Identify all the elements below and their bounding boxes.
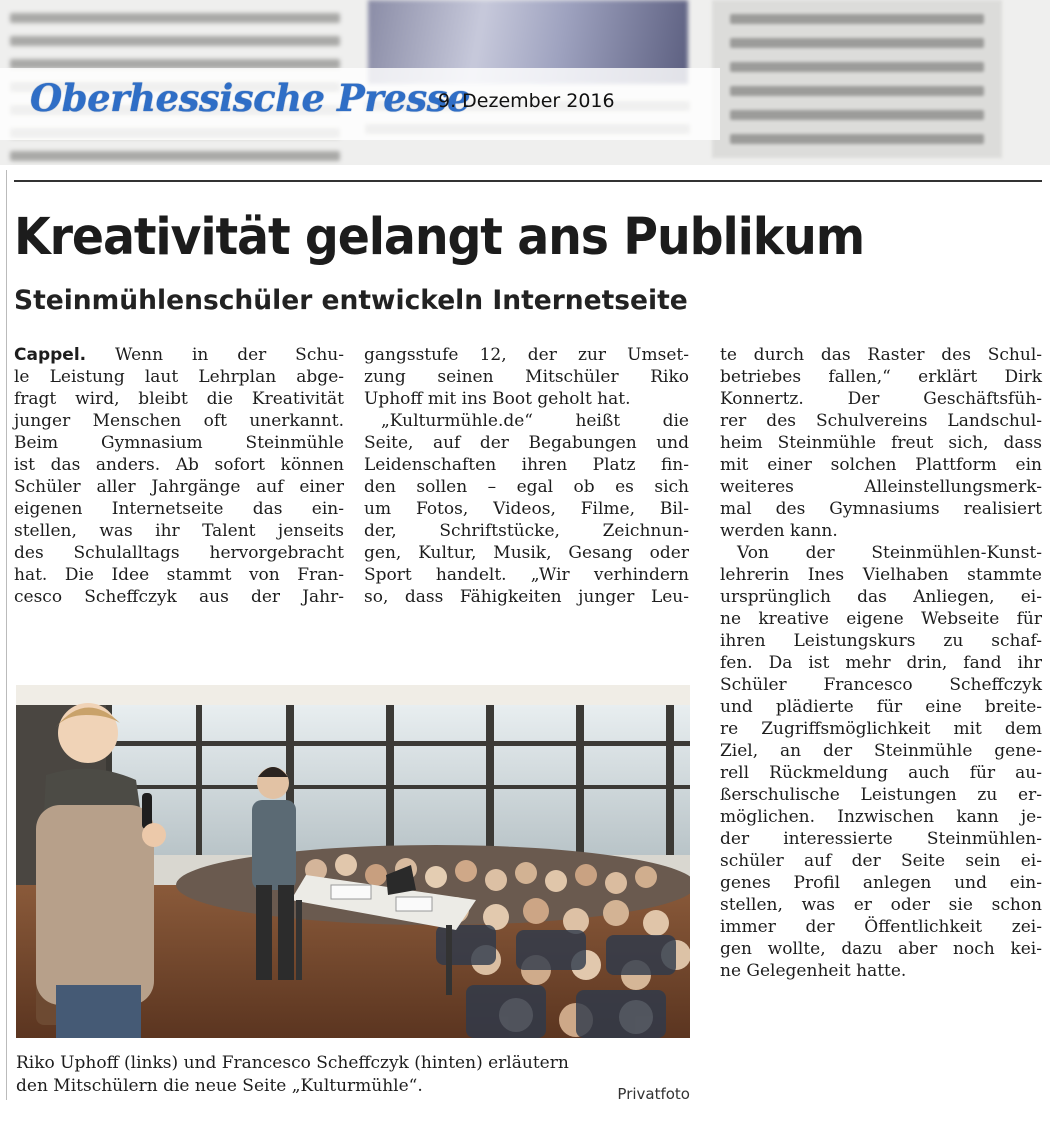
dateline: Cappel. — [14, 345, 87, 365]
text-line: rer des Schulvereins Landschul- — [720, 411, 1042, 431]
subheadline: Steinmühlenschüler entwickeln Internetseite — [14, 285, 688, 316]
article-photo — [16, 685, 690, 1038]
text-line: und plädierte für eine breite- — [720, 697, 1042, 717]
text-line: möglichen. Inzwischen kann je- — [720, 807, 1042, 827]
text-line: mal des Gymnasiums realisiert — [720, 499, 1042, 519]
text-line: „Kulturmühle.de“ heißt die — [381, 411, 689, 431]
article-column-3 — [720, 344, 1042, 982]
text-line: le Leistung laut Lehrplan abge- — [14, 367, 344, 387]
text-line: genes Profil anlegen und ein- — [720, 873, 1042, 893]
text-line: Uphoff mit ins Boot geholt hat. — [364, 389, 631, 409]
text-line: Schüler Francesco Scheffczyk — [720, 675, 1042, 695]
text-line: stellen, was ihr Talent jenseits — [14, 521, 344, 541]
text-line: betriebes fallen,“ erklärt Dirk — [720, 367, 1042, 387]
text-line: te durch das Raster des Schul- — [720, 345, 1042, 365]
text-line: um Fotos, Videos, Filme, Bil- — [364, 499, 689, 519]
text-line: schüler auf der Seite sein ei- — [720, 851, 1042, 871]
text-line: der, Schriftstücke, Zeichnun- — [364, 521, 689, 541]
newspaper-logo: Oberhessische Presse — [30, 76, 471, 120]
article-column-1 — [14, 344, 344, 608]
blurred-info-box — [712, 0, 1002, 158]
text-line: werden kann. — [720, 521, 838, 541]
text-line: immer der Öffentlichkeit zei- — [720, 917, 1042, 937]
text-line: ne kreative eigene Webseite für — [720, 609, 1042, 629]
photo-caption — [16, 1052, 690, 1103]
text-line: rell Rückmeldung auch für au- — [720, 763, 1042, 783]
text-line: mit einer solchen Plattform ein — [720, 455, 1042, 475]
text-line: Seite, auf der Begabungen und — [364, 433, 689, 453]
text-line: ist das anders. Ab sofort können — [14, 455, 344, 475]
caption-line: Riko Uphoff (links) und Francesco Scheffczyk (hinten) erläutern — [16, 1053, 569, 1073]
text-line: fen. Da ist mehr drin, fand ihr — [720, 653, 1042, 673]
text-line: lehrerin Ines Vielhaben stammte — [720, 565, 1042, 585]
text-line: eigenen Internetseite das ein- — [14, 499, 344, 519]
text-line: Ziel, an der Steinmühle gene- — [720, 741, 1042, 761]
text-line: ßerschulische Leistungen zu er- — [720, 785, 1042, 805]
text-line: der interessierte Steinmühlen- — [720, 829, 1042, 849]
text-line: weiteres Alleinstellungsmerk- — [720, 477, 1042, 497]
text-line: cesco Scheffczyk aus der Jahr- — [14, 587, 344, 607]
text-line: den sollen – egal ob es sich — [364, 477, 689, 497]
text-line: Schüler aller Jahrgänge auf einer — [14, 477, 344, 497]
photo-credit: Privatfoto — [617, 1085, 690, 1103]
text-line: ne Gelegenheit hatte. — [720, 961, 907, 981]
publication-date: 9. Dezember 2016 — [438, 90, 615, 112]
text-line: Sport handelt. „Wir verhindern — [364, 565, 689, 585]
text-line: hat. Die Idee stammt von Fran- — [14, 565, 344, 585]
headline: Kreativität gelangt ans Publikum — [14, 208, 865, 267]
left-margin-rule — [6, 170, 7, 1100]
text-line: Cappel. Wenn in der Schu- — [14, 345, 344, 365]
text-line: so, dass Fähigkeiten junger Leu- — [364, 587, 689, 607]
caption-line: den Mitschülern die neue Seite „Kulturmühle“. — [16, 1076, 423, 1096]
text-line: Leidenschaften ihren Platz fin- — [364, 455, 689, 475]
article-column-2 — [364, 344, 689, 608]
text-line: Konnertz. Der Geschäftsfüh- — [720, 389, 1042, 409]
text-line: ihren Leistungskurs zu schaf- — [720, 631, 1042, 651]
text-line: Beim Gymnasium Steinmühle — [14, 433, 344, 453]
text-line: gangsstufe 12, der zur Umset- — [364, 345, 689, 365]
text-line: gen, Kultur, Musik, Gesang oder — [364, 543, 689, 563]
text-line: gen wollte, dazu aber noch kei- — [720, 939, 1042, 959]
text-line: zung seinen Mitschüler Riko — [364, 367, 689, 387]
text-line: ursprünglich das Anliegen, ei- — [720, 587, 1042, 607]
text-line: re Zugriffsmöglichkeit mit dem — [720, 719, 1042, 739]
text-line: des Schulalltags hervorgebracht — [14, 543, 344, 563]
text-line: stellen, was er oder sie schon — [720, 895, 1042, 915]
text-line: heim Steinmühle freut sich, dass — [720, 433, 1042, 453]
text-line: fragt wird, bleibt die Kreativität — [14, 389, 344, 409]
classroom-presentation-illustration — [16, 685, 690, 1038]
text-line: Von der Steinmühlen-Kunst- — [737, 543, 1042, 563]
top-rule — [14, 180, 1042, 182]
text-line: junger Menschen oft unerkannt. — [14, 411, 344, 431]
